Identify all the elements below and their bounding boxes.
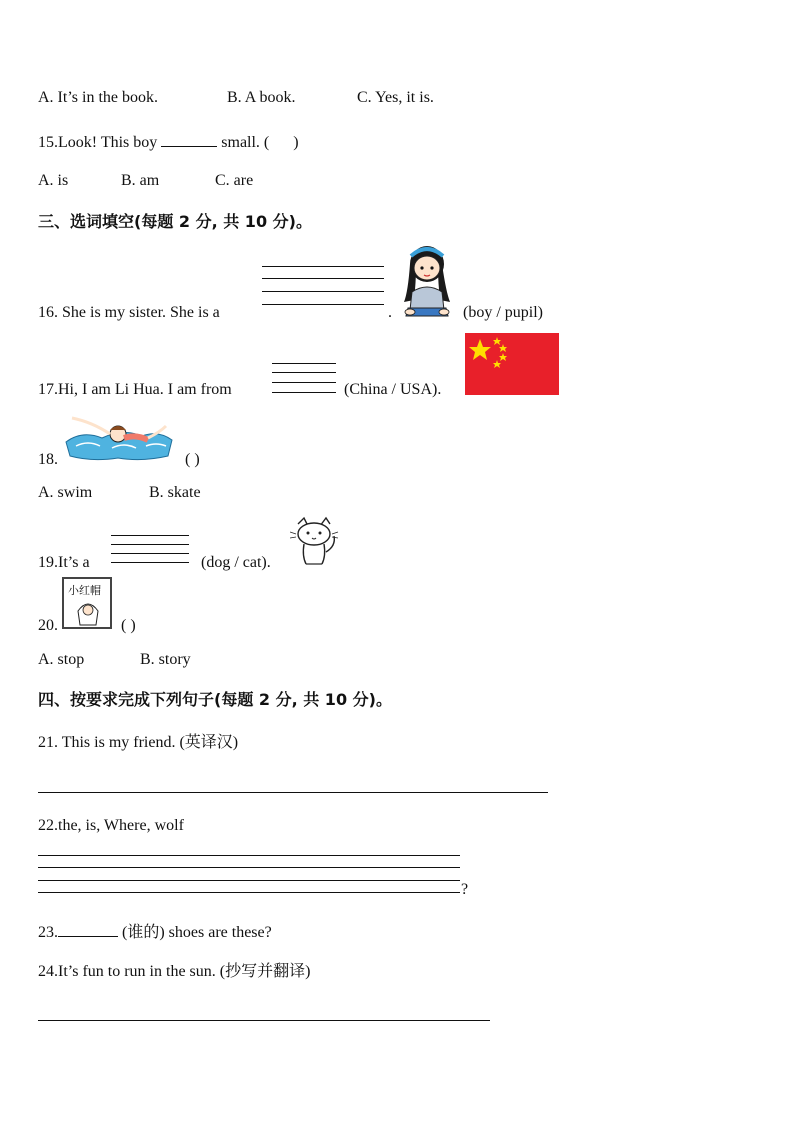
- q15-question: [38, 130, 299, 153]
- q15-option-b: B. am: [121, 172, 160, 189]
- q16-writing-lines[interactable]: [262, 266, 384, 308]
- q21-text: 21. This is my friend. (英译汉): [38, 734, 239, 751]
- section3-title: 三、选词填空(每题 2 分, 共 10 分)。: [38, 212, 312, 231]
- q19-choices: (dog / cat).: [201, 554, 271, 571]
- q14-options: [38, 88, 434, 108]
- q19-writing-lines[interactable]: [111, 535, 189, 563]
- q16-text: 16. She is my sister. She is a: [38, 304, 220, 321]
- q15-option-c: C. are: [215, 172, 254, 189]
- q18-options: [38, 483, 201, 503]
- q15-prefix: 15.Look! This boy: [38, 134, 158, 151]
- girl-pupil-picture: [398, 242, 456, 318]
- storybook-picture: [62, 577, 112, 629]
- q20-option-b: B. story: [140, 651, 191, 668]
- little-red-riding-hood-icon: [74, 597, 102, 627]
- q20-options: [38, 650, 191, 670]
- q15-option-a: A. is: [38, 172, 69, 189]
- q15-suffix: small. (: [221, 134, 270, 151]
- storybook-title: 小红帽: [68, 584, 101, 597]
- q14-option-c: C. Yes, it is.: [357, 89, 434, 106]
- q22-question-mark: ?: [461, 881, 469, 898]
- cat-picture: [290, 516, 340, 566]
- q22-writing-lines[interactable]: [38, 855, 460, 893]
- q16-dot: .: [388, 304, 392, 321]
- q14-option-a: A. It’s in the book.: [38, 89, 158, 106]
- q19-text: 19.It’s a: [38, 554, 90, 571]
- q18-option-b: B. skate: [149, 484, 201, 501]
- q24-answer-line[interactable]: [38, 1020, 490, 1021]
- swimming-picture: [62, 412, 174, 462]
- q18-number: 18.: [38, 451, 58, 468]
- china-flag-picture: [465, 333, 559, 395]
- q17-text: 17.Hi, I am Li Hua. I am from: [38, 381, 232, 398]
- q23-number: 23.: [38, 924, 58, 941]
- q21-answer-line[interactable]: [38, 792, 548, 793]
- q16-choices: (boy / pupil): [463, 304, 543, 321]
- q14-option-b: B. A book.: [227, 89, 296, 106]
- q15-options: [38, 171, 253, 191]
- q22-text: 22.the, is, Where, wolf: [38, 817, 184, 834]
- q17-writing-lines[interactable]: [272, 363, 336, 393]
- q15-close: ): [293, 134, 299, 151]
- q15-blank[interactable]: [161, 130, 217, 147]
- q24-text: 24.It’s fun to run in the sun. (抄写并翻译): [38, 963, 311, 980]
- q20-option-a: A. stop: [38, 651, 85, 668]
- q20-number: 20.: [38, 617, 58, 634]
- q23-blank[interactable]: [58, 920, 118, 937]
- q18-answer-paren[interactable]: ( ): [185, 451, 200, 468]
- q18-option-a: A. swim: [38, 484, 93, 501]
- q23-question: [38, 920, 272, 943]
- q17-choices: (China / USA).: [344, 381, 442, 398]
- q23-suffix: (谁的) shoes are these?: [122, 924, 272, 941]
- q20-answer-paren[interactable]: ( ): [121, 617, 136, 634]
- section4-title: 四、按要求完成下列句子(每题 2 分, 共 10 分)。: [38, 690, 392, 709]
